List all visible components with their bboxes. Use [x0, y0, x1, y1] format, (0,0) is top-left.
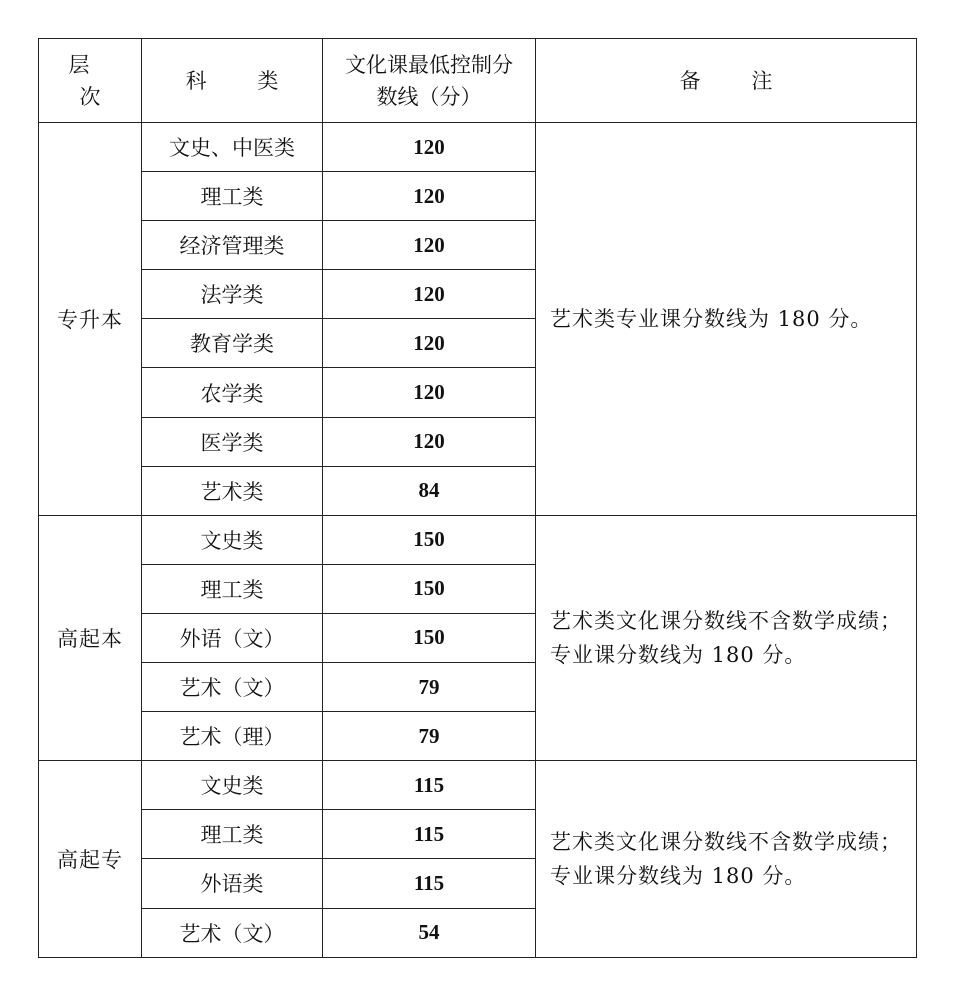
- score-cell: 79: [323, 712, 536, 761]
- category-cell: 理工类: [142, 172, 323, 221]
- category-cell: 农学类: [142, 368, 323, 417]
- score-cell: 120: [323, 417, 536, 466]
- category-cell: 文史类: [142, 515, 323, 564]
- category-cell: 艺术（理）: [142, 712, 323, 761]
- category-cell: 法学类: [142, 270, 323, 319]
- score-cell: 79: [323, 663, 536, 712]
- score-cell: 150: [323, 613, 536, 662]
- table-row: [39, 761, 917, 810]
- score-cell: 120: [323, 270, 536, 319]
- category-cell: 理工类: [142, 810, 323, 859]
- score-cell: 120: [323, 172, 536, 221]
- level-cell: 专升本: [39, 123, 142, 516]
- category-cell: 艺术类: [142, 466, 323, 515]
- category-cell: 理工类: [142, 564, 323, 613]
- score-cell: 120: [323, 368, 536, 417]
- header-score-line2: 数线（分）: [376, 84, 482, 109]
- score-cell: 150: [323, 564, 536, 613]
- score-cell: 115: [323, 761, 536, 810]
- category-cell: 外语（文）: [142, 613, 323, 662]
- category-cell: 文史、中医类: [142, 123, 323, 172]
- note-cell: 艺术类文化课分数线不含数学成绩；专业课分数线为 180 分。: [536, 515, 917, 760]
- category-cell: 经济管理类: [142, 221, 323, 270]
- category-cell: 教育学类: [142, 319, 323, 368]
- category-cell: 医学类: [142, 417, 323, 466]
- category-cell: 文史类: [142, 761, 323, 810]
- header-score: [323, 39, 536, 123]
- category-cell: 艺术（文）: [142, 663, 323, 712]
- category-cell: 外语类: [142, 859, 323, 908]
- header-score-line1: 文化课最低控制分: [345, 52, 513, 77]
- level-cell: 高起本: [39, 515, 142, 760]
- header-row: [39, 39, 917, 123]
- note-cell: 艺术类专业课分数线为 180 分。: [536, 123, 917, 516]
- score-cell: 115: [323, 810, 536, 859]
- score-cell: 84: [323, 466, 536, 515]
- score-cell: 120: [323, 123, 536, 172]
- score-cell: 115: [323, 859, 536, 908]
- score-cell: 120: [323, 319, 536, 368]
- level-cell: 高起专: [39, 761, 142, 957]
- header-level: 层 次: [39, 39, 142, 123]
- note-cell: 艺术类文化课分数线不含数学成绩；专业课分数线为 180 分。: [536, 761, 917, 957]
- table-row: [39, 515, 917, 564]
- score-cell: 54: [323, 908, 536, 957]
- score-cell: 120: [323, 221, 536, 270]
- category-cell: 艺术（文）: [142, 908, 323, 957]
- score-table: [38, 38, 917, 958]
- score-cell: 150: [323, 515, 536, 564]
- table-row: [39, 123, 917, 172]
- header-category: 科 类: [142, 39, 323, 123]
- header-note: 备 注: [536, 39, 917, 123]
